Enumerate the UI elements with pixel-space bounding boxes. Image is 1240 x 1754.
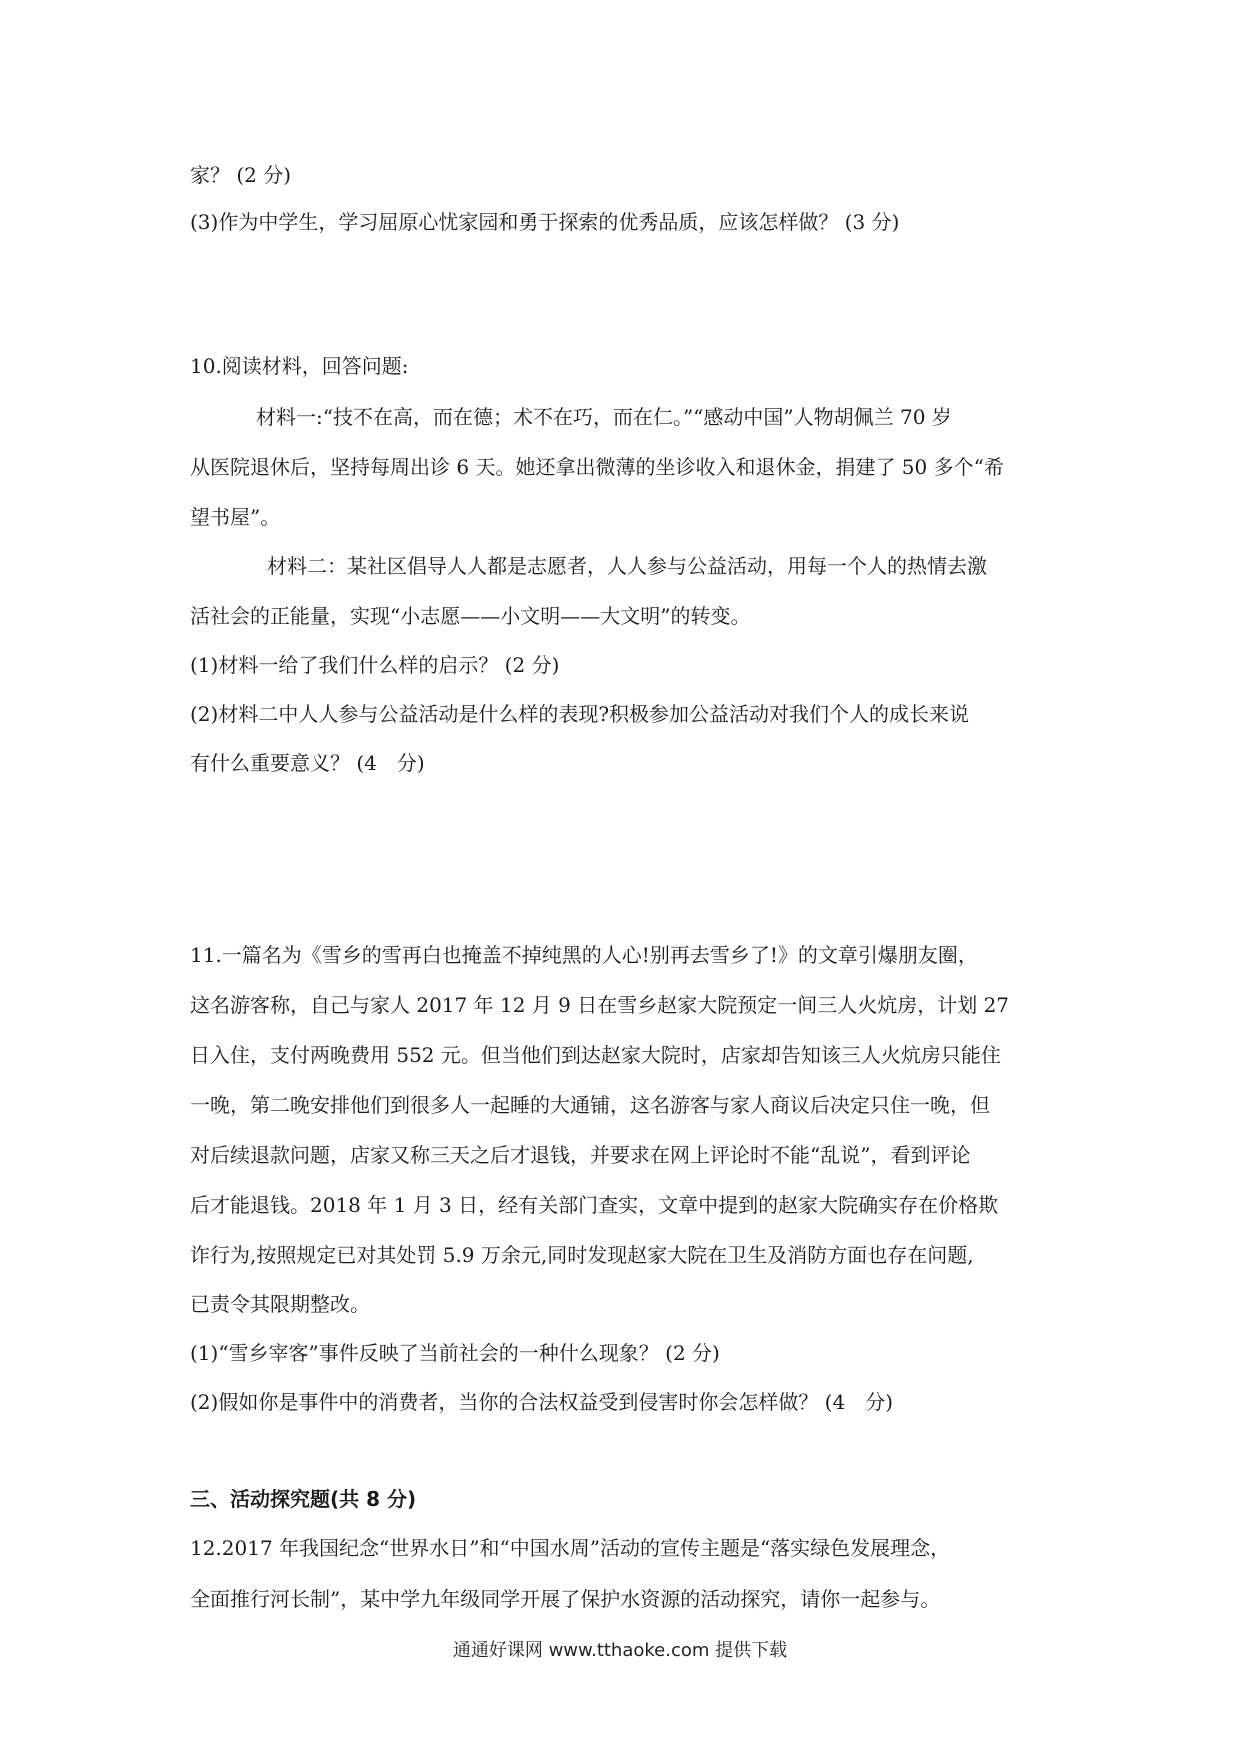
q11-line5: 对后续退款问题，店家又称三天之后才退钱，并要求在网上评论时不能“乱说”，看到评论 — [190, 1143, 971, 1167]
q11-line8: 已责令其限期整改。 — [190, 1292, 370, 1316]
q11-line6: 后才能退钱。2018 年 1 月 3 日，经有关部门查实，文章中提到的赵家大院确实存在价格欺 — [190, 1193, 999, 1217]
q11-line1: 11.一篇名为《雪乡的雪再白也掩盖不掉纯黑的人心!别再去雪乡了!》的文章引爆朋友圈， — [190, 943, 978, 967]
q11-line2: 这名游客称，自己与家人 2017 年 12 月 9 日在雪乡赵家大院预定一间三人火炕房，计划 27 — [190, 993, 1010, 1017]
q10-material1-line1: 材料一:“技不在高，而在德；术不在巧，而在仁。”“感动中国”人物胡佩兰 70 岁 — [256, 405, 952, 429]
q10-material2-line1: 材料二：某社区倡导人人都是志愿者，人人参与公益活动，用每一个人的热情去激 — [267, 554, 987, 578]
q9-line-continuation: 家？ (2 分) — [190, 163, 292, 187]
q11-line4: 一晚，第二晚安排他们到很多人一起睡的大通铺，这名游客与家人商议后决定只住一晚，但 — [190, 1093, 990, 1117]
q10-subquestion-2-line2: 有什么重要意义？ (4 分) — [190, 751, 425, 775]
q10-material1-line3: 望书屋”。 — [190, 505, 281, 529]
q11-subquestion-2: (2)假如你是事件中的消费者，当你的合法权益受到侵害时你会怎样做？ (4 分) — [190, 1390, 894, 1414]
q10-material1-line2: 从医院退休后，坚持每周出诊 6 天。她还拿出微薄的坐诊收入和退休金，捐建了 50 多个“希 — [190, 455, 1004, 479]
q10-subquestion-2-line1: (2)材料二中人人参与公益活动是什么样的表现?积极参加公益活动对我们个人的成长来说 — [190, 702, 970, 726]
q10-subquestion-1: (1)材料一给了我们什么样的启示？ (2 分) — [190, 653, 560, 677]
q11-line3: 日入住，支付两晚费用 552 元。但当他们到达赵家大院时，店家却告知该三人火炕房只能住 — [190, 1043, 1001, 1067]
footer-watermark: 通通好课网 www.tthaoke.com 提供下载 — [452, 1640, 788, 1661]
q10-title: 10.阅读材料，回答问题: — [190, 354, 409, 378]
q9-subquestion-3: (3)作为中学生，学习屈原心忧家园和勇于探索的优秀品质，应该怎样做？ (3 分) — [190, 210, 900, 234]
q10-material2-line2: 活社会的正能量，实现“小志愿——小文明——大文明”的转变。 — [190, 604, 751, 628]
q12-line2: 全面推行河长制”，某中学九年级同学开展了保护水资源的活动探究，请你一起参与。 — [190, 1587, 941, 1611]
section3-heading: 三、活动探究题(共 8 分) — [190, 1487, 417, 1511]
q11-subquestion-1: (1)“雪乡宰客”事件反映了当前社会的一种什么现象？ (2 分) — [190, 1341, 720, 1365]
q12-line1: 12.2017 年我国纪念“世界水日”和“中国水周”活动的宣传主题是“落实绿色发展理念， — [190, 1536, 951, 1560]
q11-line7: 诈行为,按照规定已对其处罚 5.9 万余元,同时发现赵家大院在卫生及消防方面也存在问题, — [190, 1243, 974, 1267]
